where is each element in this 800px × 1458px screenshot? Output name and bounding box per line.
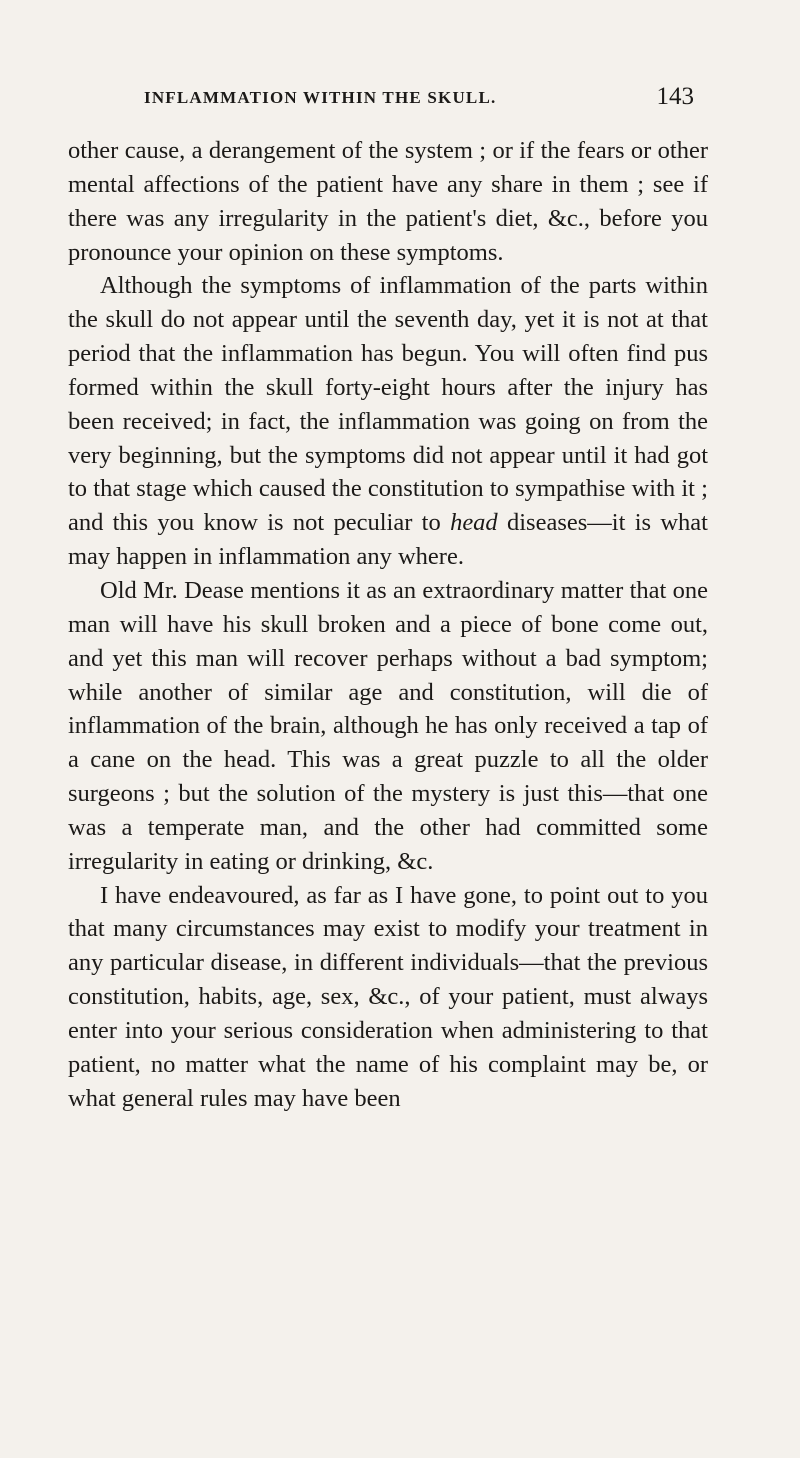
paragraph-4-text: I have endeavoured, as far as I have gone, to point out to you that many circumstances may exist to modify your treatment in any particular disease, in different individuals—that the previous constitution, habits, age, sex, &c., of your patient, must always enter into your serious consideration when administering to that patient, no matter what the name of his complaint may be, or what general rules may have been	[68, 881, 708, 1112]
paragraph-2	[68, 269, 708, 574]
body-text	[68, 134, 708, 1115]
paragraph-3	[68, 574, 708, 879]
paragraph-1-text: other cause, a derangement of the system ; or if the fears or other mental affections of the patient have any share in them ; see if there was any irregularity in the patient's diet, &c., before you pronounce your opinion on these symptoms.	[68, 137, 708, 266]
paragraph-1	[68, 134, 708, 269]
running-title: INFLAMMATION WITHIN THE SKULL.	[144, 88, 497, 107]
paragraph-4	[68, 879, 708, 1116]
running-head	[144, 80, 694, 116]
paragraph-2-text: Although the symptoms of inflammation of the parts within the skull do not appear until the seventh day, yet it is not at that period that the inflammation has begun. You will often find pus formed within the skull forty-eight hours after the injury has been received; in fact, the inflammation was going on from the very beginning, but the symptoms did not appear until it had got to that stage which caused the constitution to sympathise with it ; and this you know is not peculiar to	[68, 272, 708, 537]
page-number: 143	[656, 83, 694, 110]
emphasized-word: head	[450, 509, 498, 537]
paragraph-2-text-continued: diseases—it is what may happen in inflammation any where.	[68, 509, 708, 571]
paragraph-3-text: Old Mr. Dease mentions it as an extraordinary matter that one man will have his skull broken and a piece of bone come out, and yet this man will recover perhaps without a bad symptom; while another of similar age and constitution, will die of inflammation of the brain, although he has only received a tap of a cane on the head. This was a great puzzle to all the older surgeons ; but the solution of the mystery is just this—that one was a temperate man, and the other had committed some irregularity in eating or drinking, &c.	[68, 576, 708, 875]
